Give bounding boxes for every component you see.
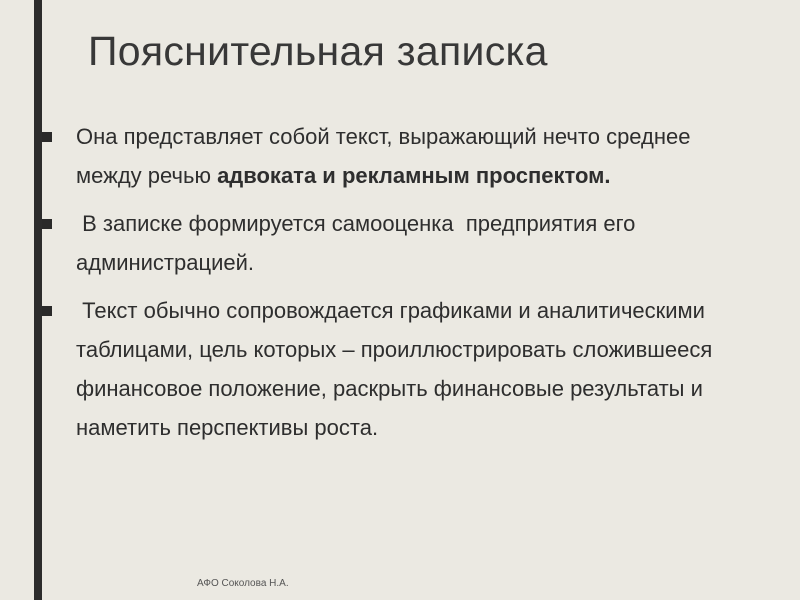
- bullet-bold-text: адвоката и рекламным проспектом.: [217, 163, 611, 188]
- bullet-square-icon: [42, 306, 52, 316]
- bullet-item: [0, 204, 800, 282]
- footer-author: АФО Соколова Н.А.: [197, 578, 289, 589]
- bullet-item: [0, 291, 800, 447]
- slide-title: Пояснительная записка: [88, 28, 548, 74]
- bullet-square-icon: [42, 219, 52, 229]
- bullet-text: Текст обычно сопровождается графиками и аналитическими таблицами, цель которых – проиллюстрировать сложившееся финансовое положение, раскрыть финансовые результаты и наметить перспективы роста.: [76, 298, 719, 440]
- bullet-list: [0, 117, 800, 456]
- bullet-text: В записке формируется самооценка предприятия его администрацией.: [76, 211, 642, 275]
- bullet-item: [0, 117, 800, 195]
- bullet-square-icon: [42, 132, 52, 142]
- bullet-text: Она представляет собой текст, выражающий нечто среднее между речью: [76, 124, 691, 188]
